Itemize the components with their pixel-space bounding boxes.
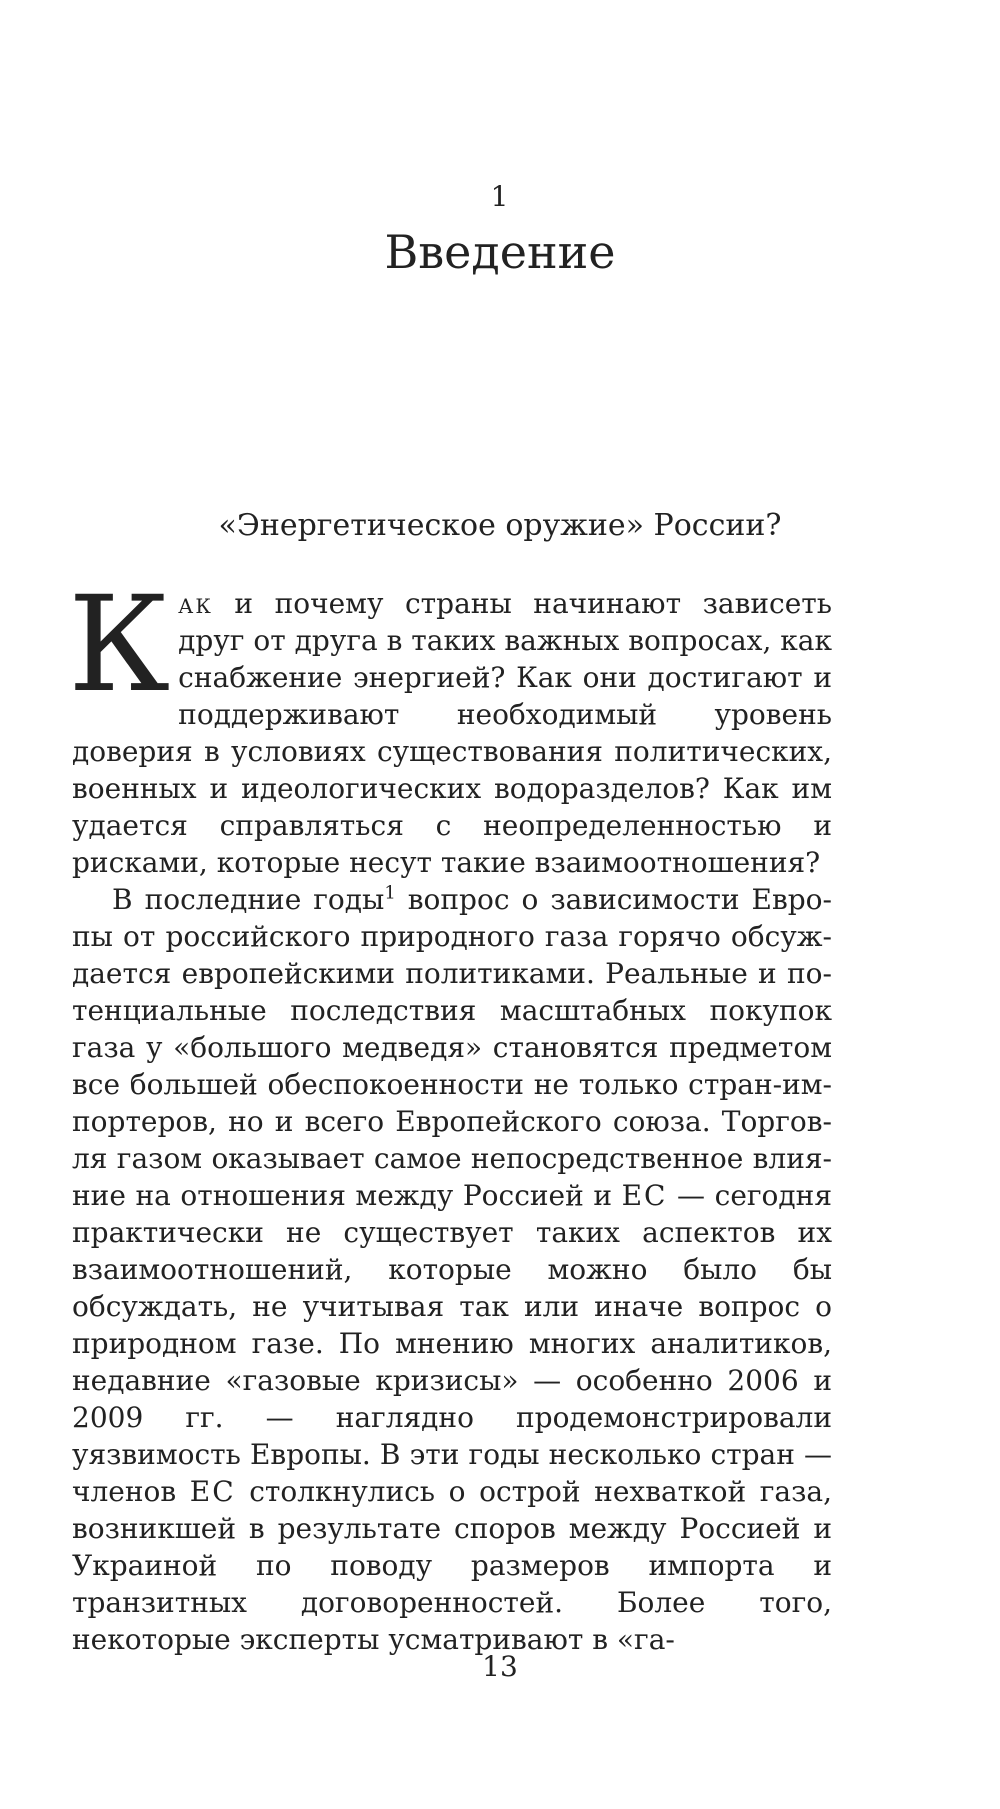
paragraph-1 xyxy=(68,568,832,881)
abbr-ec: ЕС xyxy=(621,1179,668,1212)
abbr-ec: ЕС xyxy=(189,1475,236,1508)
paragraph-2-text-b: — сегодня практически не существует таких аспектов их взаимоотношений, которые можно было бы обсуждать, не учитывая так или иначе вопрос о природном газе. По мнению многих аналитиков, недавние «газовые кризисы» — особенно 2006 и 2009 гг. — наглядно продемонстрировали уязвимость Европы. В эти годы несколько стран — членов xyxy=(72,1179,832,1508)
footnote-mark[interactable]: 1 xyxy=(384,882,396,904)
paragraph-2-text-c: столкнулись о острой нехваткой газа, возникшей в результате споров между Россией и Украиной по поводу размеров импорта и транзитных договоренностей. Более того, некоторые эксперты усматривают в «га- xyxy=(72,1475,832,1656)
lead-smallcaps: ак xyxy=(178,587,213,620)
paragraph-2-text-a: вопрос о зависимости Европы от российского природного газа горячо обсуждается европейскими политиками. Реальные и потенциальные последствия масштабных покупок газа у «большого медведя» становятся предметом все большей обеспокоенности не только стран-импортеров, но и всего Европейского союза. Торговля газом оказывает самое непосредственное влияние на отношения между Россией и xyxy=(72,883,832,1212)
page-number: 13 xyxy=(482,1650,518,1683)
paragraph-2 xyxy=(72,881,832,1658)
chapter-title: Введение xyxy=(384,225,616,279)
body-text xyxy=(68,568,832,1658)
paragraph-1-text: и почему страны начинают зависеть друг от друга в таких важных вопросах, как снабжение энергией? Как они достигают и поддерживают необходимый уровень доверия в условиях существования политических, военных и идеологических водоразделов? Как им удается справляться с неопределенностью и рисками, которые несут такие взаимоотношения? xyxy=(72,587,832,879)
paragraph-2-lead: В последние годы xyxy=(112,883,385,916)
chapter-number: 1 xyxy=(490,180,510,213)
section-heading: «Энергетическое оружие» России? xyxy=(218,508,782,543)
drop-cap: К xyxy=(68,568,171,722)
